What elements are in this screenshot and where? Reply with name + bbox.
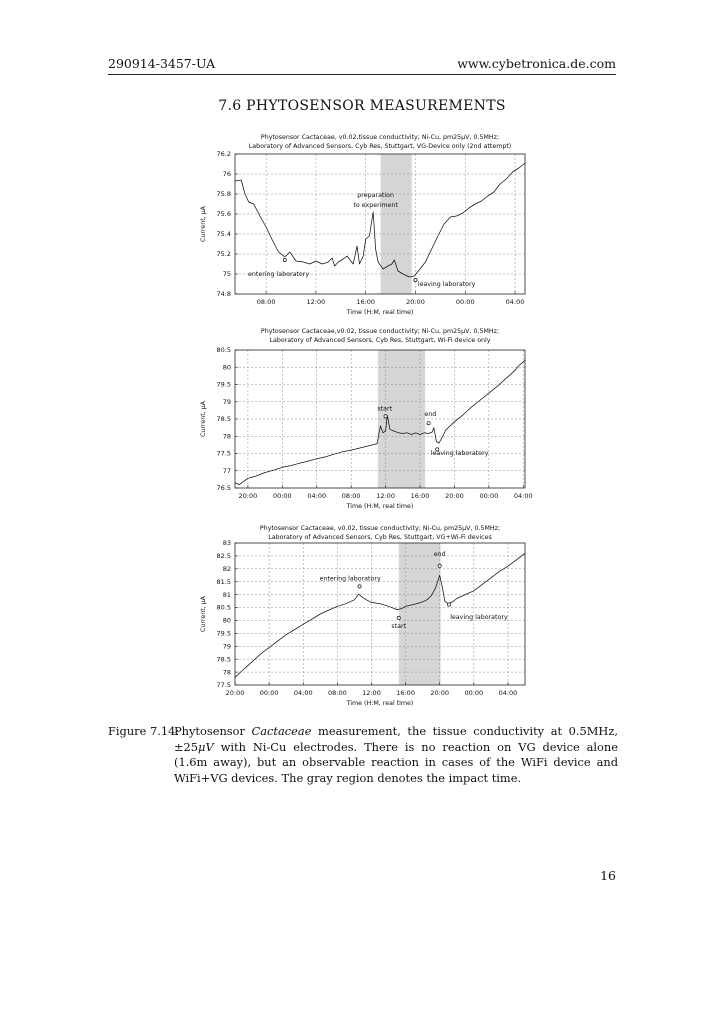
annotation-label: leaving laboratory <box>430 450 489 458</box>
page-header <box>108 56 616 75</box>
x-tick-label: 00:00 <box>479 492 499 500</box>
event-marker <box>358 585 361 588</box>
x-tick-label: 04:00 <box>307 492 327 500</box>
x-tick-label: 08:00 <box>327 689 347 697</box>
x-tick-label: 20:00 <box>445 492 464 500</box>
x-tick-label: 12:00 <box>376 492 395 500</box>
section-number: 7.6 <box>218 98 242 114</box>
figure-label: Figure 7.14: <box>108 724 180 738</box>
y-axis-label: Current, μA <box>200 596 207 632</box>
chart-vg-wifi-devices <box>0 519 724 709</box>
y-tick-label: 79.5 <box>216 380 231 389</box>
event-marker <box>384 415 387 418</box>
x-axis-label: Time (H:M, real time) <box>346 309 414 316</box>
event-marker <box>397 616 400 619</box>
x-tick-label: 00:00 <box>455 298 475 306</box>
annotation-label: entering laboratory <box>248 271 310 278</box>
x-tick-label: 20:00 <box>238 492 258 500</box>
y-tick-label: 76.5 <box>216 484 231 493</box>
caption-part-1: Phytosensor <box>174 724 252 738</box>
y-tick-label: 81.5 <box>216 577 231 586</box>
x-tick-label: 08:00 <box>341 492 361 500</box>
impact-shade <box>399 543 441 685</box>
series-line-current <box>235 163 525 277</box>
section-title <box>0 98 724 114</box>
caption-text <box>174 724 618 786</box>
y-tick-label: 77.5 <box>216 681 231 690</box>
figure-caption <box>108 724 618 786</box>
x-tick-label: 12:00 <box>362 689 381 697</box>
annotation-label: leaving laboratory <box>450 614 508 622</box>
chart-wifi-device <box>0 322 724 512</box>
x-tick-label: 16:00 <box>396 689 415 697</box>
y-axis-label: Current, μA <box>200 401 207 437</box>
annotation-label: to experiment <box>353 202 398 209</box>
y-tick-label: 78.5 <box>216 415 231 424</box>
y-tick-label: 78 <box>222 668 231 677</box>
website-url: www.cybetronica.de.com <box>457 56 616 71</box>
y-tick-label: 75 <box>222 270 231 279</box>
x-tick-label: 04:00 <box>293 689 313 697</box>
impact-shade <box>381 154 412 294</box>
y-tick-label: 80 <box>222 616 231 625</box>
x-axis-label: Time (H:M, real time) <box>346 503 414 510</box>
x-tick-label: 04:00 <box>505 298 525 306</box>
x-tick-label: 04:00 <box>513 492 533 500</box>
annotation-label: leaving laboratory <box>417 281 476 288</box>
x-tick-label: 12:00 <box>306 298 326 306</box>
chart-vg-device <box>0 128 724 328</box>
annotation-label: entering laboratory <box>319 575 381 583</box>
y-tick-label: 75.2 <box>216 250 231 259</box>
x-tick-label: 16:00 <box>356 298 376 306</box>
chart-title: Phytosensor Cactaceae, v0.02,tissue conductivity; Ni-Cu, pm25μV, 0.5MHz; <box>260 134 500 141</box>
event-marker <box>427 422 430 425</box>
section-title-first: P <box>246 98 256 114</box>
y-tick-label: 79.5 <box>216 629 231 638</box>
caption-part-3: with Ni-Cu electrodes. There is no reaction on VG device alone (1.6m away), but an observable reaction in cases of the WiFi device and WiFi+VG devices. The gray region denotes the impact time. <box>174 739 618 785</box>
x-tick-label: 16:00 <box>410 492 430 500</box>
caption-unit: μV <box>198 739 214 754</box>
x-tick-label: 20:00 <box>225 689 245 697</box>
caption-part-2: measurement, the tissue conductivity at 0.5MHz, ±25 <box>174 724 618 754</box>
y-tick-label: 81 <box>222 590 231 599</box>
y-tick-label: 80 <box>222 363 231 372</box>
page-number: 16 <box>600 868 616 883</box>
x-tick-label: 00:00 <box>272 492 292 500</box>
annotation-label: preparation <box>357 192 394 199</box>
y-axis-label: Current, μA <box>200 206 207 242</box>
y-tick-label: 82.5 <box>216 552 231 561</box>
chart-subtitle: Laboratory of Advanced Sensors, Cyb Res, Stuttgart, Wi-Fi device only <box>269 337 491 344</box>
y-tick-label: 80.5 <box>216 346 231 355</box>
x-tick-label: 04:00 <box>498 689 518 697</box>
y-tick-label: 79 <box>222 642 231 651</box>
y-tick-label: 74.8 <box>216 290 231 299</box>
y-tick-label: 77 <box>222 466 231 475</box>
y-tick-label: 80.5 <box>216 603 231 612</box>
y-tick-label: 79 <box>222 397 231 406</box>
chart-title: Phytosensor Cactaceae,v0.02, tissue conductivity; Ni-Cu, pm25μV, 0.5MHz; <box>260 328 500 335</box>
chart-subtitle: Laboratory of Advanced Sensors, Cyb Res, Stuttgart, VG+Wi-Fi devices <box>268 534 492 541</box>
document-id: 290914-3457-UA <box>108 56 216 71</box>
annotation-label: end <box>424 411 437 419</box>
event-marker <box>447 603 450 606</box>
y-tick-label: 83 <box>222 539 231 548</box>
x-tick-label: 08:00 <box>256 298 276 306</box>
caption-species: Cactaceae <box>251 724 312 738</box>
y-tick-label: 76 <box>222 170 231 179</box>
chart-title: Phytosensor Cactaceae, v0.02, tissue conductivity; Ni-Cu, pm25μV, 0.5MHz; <box>259 525 501 532</box>
y-tick-label: 75.4 <box>216 230 231 239</box>
y-tick-label: 78 <box>222 432 231 441</box>
y-tick-label: 82 <box>222 565 231 574</box>
y-tick-label: 76.2 <box>216 150 231 159</box>
y-tick-label: 78.5 <box>216 655 231 664</box>
chart-subtitle: Laboratory of Advanced Sensors, Cyb Res, Stuttgart, VG-Device only (2nd attempt) <box>248 143 512 150</box>
annotation-label: start <box>377 405 393 413</box>
section-title-rest: HYTOSENSOR MEASUREMENTS <box>255 98 506 114</box>
event-marker <box>283 258 286 261</box>
x-tick-label: 00:00 <box>259 689 279 697</box>
x-tick-label: 20:00 <box>406 298 425 306</box>
y-tick-label: 77.5 <box>216 449 231 458</box>
y-tick-label: 75.8 <box>216 190 231 199</box>
event-marker <box>438 564 441 567</box>
event-marker <box>414 278 417 281</box>
annotation-label: start <box>391 623 407 631</box>
y-tick-label: 75.6 <box>216 210 231 219</box>
x-tick-label: 00:00 <box>464 689 484 697</box>
x-tick-label: 20:00 <box>430 689 450 697</box>
annotation-label: end <box>433 550 446 558</box>
x-axis-label: Time (H:M, real time) <box>346 700 414 707</box>
